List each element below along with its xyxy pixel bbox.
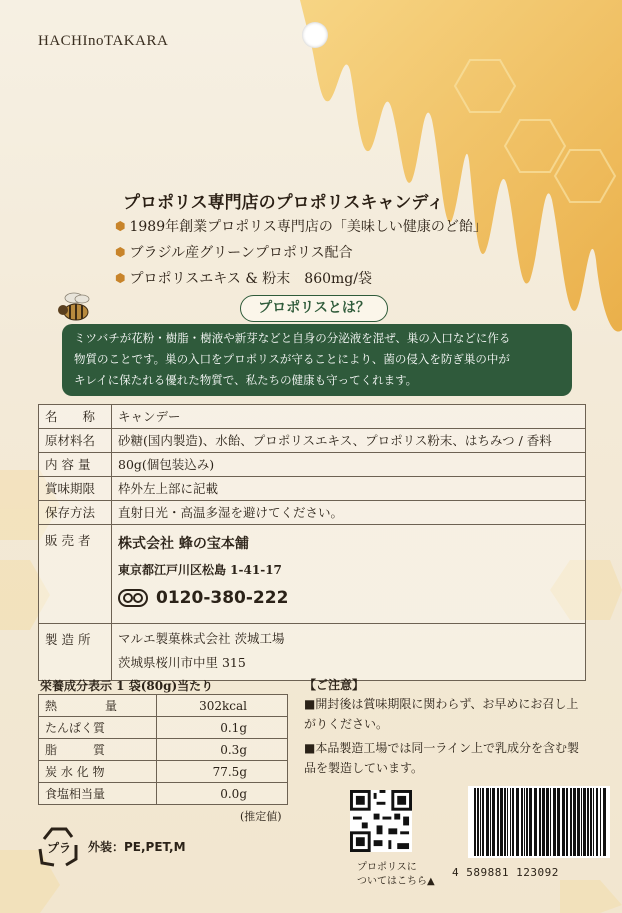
maker-address: 茨城県桜川市中里 315 <box>118 655 246 670</box>
barcode-bar <box>477 788 479 856</box>
barcode-bar <box>486 788 489 856</box>
barcode-bar <box>583 788 586 856</box>
barcode-bar <box>600 788 601 856</box>
storage-value: 直射日光・高温多湿を避けてください。 <box>112 501 586 525</box>
nutrition-table <box>38 694 288 805</box>
table-row <box>39 695 288 717</box>
package-material: 外装：PE,PET,M <box>88 840 186 854</box>
expiry-label: 賞味期限 <box>39 477 112 501</box>
barcode-bar <box>507 788 508 856</box>
brand-name: HACHInoTAKARA <box>38 33 169 49</box>
barcode-number: 4 589881 123092 <box>452 866 559 879</box>
phone-number: 0120-380-222 <box>156 588 289 608</box>
barcode-bar <box>590 788 592 856</box>
barcode-bar <box>480 788 481 856</box>
storage-label: 保存方法 <box>39 501 112 525</box>
barcode-bar <box>490 788 491 856</box>
honeycomb-bullet-icon: ⬢ <box>115 245 126 259</box>
table-row <box>39 501 586 525</box>
caution-item: ■開封後は賞味期限に関わらず、お早めにお召し上がりください。 <box>304 697 579 731</box>
hang-hole <box>302 22 328 48</box>
content-label: 内 容 量 <box>39 453 112 477</box>
feature-item <box>115 242 353 262</box>
nutrient-value: 77.5g <box>156 761 287 783</box>
barcode-bar <box>566 788 568 856</box>
barcode-bar <box>529 788 532 856</box>
barcode-bar <box>500 788 503 856</box>
table-row <box>39 405 586 429</box>
barcode-bar <box>557 788 560 856</box>
about-propolis-label: プロポリスとは？ <box>240 295 388 322</box>
name-value: キャンデー <box>112 405 586 429</box>
seller-address: 東京都江戸川区松島 1-41-17 <box>118 563 282 577</box>
barcode-bar <box>603 788 606 856</box>
barcode-bar <box>546 788 549 856</box>
nutrient-value: 0.1g <box>156 717 287 739</box>
feature-text: 1989年創業プロポリス専門店の「美味しい健康のど飴」 <box>129 219 487 235</box>
barcode-bar <box>497 788 499 856</box>
barcode-bar <box>570 788 572 856</box>
name-label: 名 称 <box>39 405 112 429</box>
table-row <box>39 453 586 477</box>
phone-line <box>118 588 579 608</box>
barcode-bar <box>482 788 484 856</box>
nutrient-value: 0.3g <box>156 739 287 761</box>
recycle-pla-icon <box>36 825 82 869</box>
barcode-bar <box>492 788 495 856</box>
maker-name: マルエ製菓株式会社 茨城工場 <box>118 631 285 646</box>
maker-cell <box>112 624 586 681</box>
feature-item <box>115 268 372 288</box>
table-row <box>39 717 288 739</box>
barcode-bar <box>510 788 511 856</box>
barcode-bar <box>562 788 565 856</box>
seller-cell <box>112 525 586 624</box>
about-line: ミツバチが花粉・樹脂・樹液や新芽などと自身の分泌液を混ぜ、巣の入口などに作る <box>74 331 511 345</box>
barcode-bar <box>539 788 541 856</box>
free-dial-icon <box>118 589 148 607</box>
nutrition-title: 栄養成分表示 1 袋(80g)当たり <box>40 679 214 693</box>
feature-text: プロポリスエキス & 粉末 860mg/袋 <box>129 271 372 287</box>
barcode-bar <box>573 788 576 856</box>
barcode-bar <box>553 788 556 856</box>
bee-icon <box>54 290 94 326</box>
table-row <box>39 761 288 783</box>
caution-title: 【ご注意】 <box>304 678 365 692</box>
barcode-bar <box>593 788 594 856</box>
feature-text: ブラジル産グリーンプロポリス配合 <box>129 245 353 261</box>
maker-label: 製 造 所 <box>39 624 112 681</box>
about-line: キレイに保たれる優れた物質で、私たちの健康も守ってくれます。 <box>74 373 418 387</box>
qr-caption: ついてはこちら▲ <box>357 876 435 887</box>
nutrient-value: 302kcal <box>156 695 287 717</box>
content-value: 80g(個包装込み) <box>112 453 586 477</box>
table-row <box>39 624 586 681</box>
nutrient-label: 熱 量 <box>39 695 157 717</box>
barcode-bar <box>596 788 598 856</box>
barcode-bar <box>521 788 523 856</box>
seller-name: 株式会社 蜂の宝本舗 <box>118 536 249 552</box>
product-info-table <box>38 404 586 681</box>
barcode-bar <box>542 788 545 856</box>
qr-caption: プロポリスに <box>357 862 417 873</box>
barcode-bar <box>587 788 589 856</box>
product-title: プロポリス専門店のプロポリスキャンディ <box>123 193 444 213</box>
ingredients-label: 原材料名 <box>39 429 112 453</box>
barcode <box>468 786 610 858</box>
table-row <box>39 739 288 761</box>
nutrient-value: 0.0g <box>156 783 287 805</box>
nutrient-label: 脂 質 <box>39 739 157 761</box>
table-row <box>39 477 586 501</box>
barcode-bar <box>526 788 528 856</box>
table-row <box>39 783 288 805</box>
barcode-bar <box>512 788 514 856</box>
ingredients-value: 砂糖(国内製造)、水飴、プロポリスエキス、プロポリス粉末、はちみつ / 香料 <box>112 429 586 453</box>
barcode-bar <box>534 788 537 856</box>
recycle-mark-text: プラ <box>46 841 72 855</box>
barcode-bar <box>550 788 551 856</box>
feature-item <box>115 216 487 236</box>
honeycomb-bullet-icon: ⬢ <box>115 271 126 285</box>
barcode-bar <box>581 788 582 856</box>
barcode-bar <box>474 788 476 856</box>
table-row <box>39 429 586 453</box>
about-propolis-box <box>62 324 572 396</box>
expiry-value: 枠外左上部に記載 <box>112 477 586 501</box>
caution-item: ■本品製造工場では同一ライン上で乳成分を含む製品を製造しています。 <box>304 741 579 775</box>
barcode-bar <box>524 788 525 856</box>
honeycomb-bullet-icon: ⬢ <box>115 219 126 233</box>
about-line: 物質のことです。巣の入口をプロポリスが守ることにより、菌の侵入を防ぎ巣の中が <box>74 352 510 366</box>
barcode-bar <box>516 788 519 856</box>
nutrient-label: たんぱく質 <box>39 717 157 739</box>
estimate-note: (推定値) <box>240 810 282 823</box>
nutrient-label: 食塩相当量 <box>39 783 157 805</box>
table-row <box>39 525 586 624</box>
seller-label: 販 売 者 <box>39 525 112 624</box>
barcode-bar <box>577 788 580 856</box>
nutrient-label: 炭 水 化 物 <box>39 761 157 783</box>
barcode-bar <box>504 788 506 856</box>
qr-code[interactable] <box>350 790 412 852</box>
